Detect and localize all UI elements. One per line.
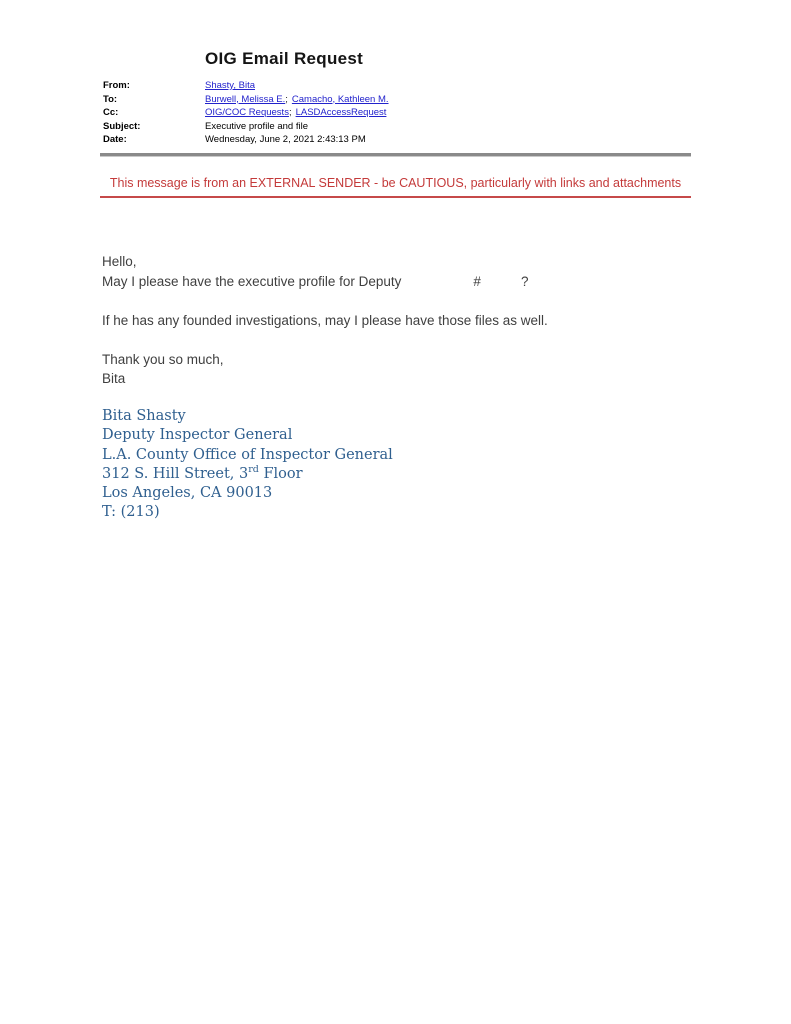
email-header — [103, 79, 389, 147]
from-label: From: — [103, 80, 130, 91]
body-greeting: Hello, — [102, 254, 137, 269]
from-link[interactable]: Shasty, Bita — [205, 80, 255, 91]
address-prefix: 312 S. Hill Street, 3 — [102, 465, 249, 482]
header-row-cc — [103, 106, 389, 120]
header-row-from — [103, 79, 389, 93]
header-row-to — [103, 93, 389, 107]
from-value — [205, 79, 255, 93]
date-label: Date: — [103, 134, 127, 146]
header-divider-rule — [100, 153, 691, 157]
subject-value: Executive profile and file — [205, 120, 308, 132]
to-link-2[interactable]: Camacho, Kathleen M. — [291, 93, 389, 105]
blank-line — [102, 330, 548, 350]
request-question-mark: ? — [520, 273, 529, 289]
address-suffix: Floor — [258, 465, 303, 482]
page-title: OIG Email Request — [205, 49, 364, 68]
body-closing: Thank you so much, — [102, 351, 224, 367]
cc-link-1[interactable]: OIG/COC Requests — [205, 107, 289, 119]
cc-separator: ; — [288, 107, 292, 119]
blank-line — [102, 291, 548, 311]
external-sender-banner: This message is from an EXTERNAL SENDER - be CAUTIOUS, particularly with links and attachments — [100, 176, 691, 198]
body-request-line — [102, 272, 548, 292]
subject-label: Subject: — [103, 120, 141, 132]
signature-block — [102, 407, 393, 523]
request-hash: # — [473, 273, 481, 289]
signature-name: Bita Shasty — [102, 408, 186, 424]
signature-job-title: Deputy Inspector General — [102, 427, 293, 444]
to-link-1[interactable]: Burwell, Melissa E. — [205, 93, 286, 105]
header-row-date — [103, 133, 389, 147]
signature-phone: T: (213) — [102, 504, 160, 521]
to-label: To: — [103, 93, 118, 105]
cc-link-2[interactable]: LASDAccessRequest — [295, 107, 387, 119]
cc-label: Cc: — [103, 107, 119, 119]
cc-value — [205, 106, 386, 120]
body-signoff: Bita — [102, 371, 126, 386]
signature-address — [102, 465, 393, 484]
header-row-subject — [103, 120, 389, 134]
address-ordinal: rd — [248, 464, 259, 476]
signature-org: L.A. County Office of Inspector General — [102, 446, 393, 463]
request-text: May I please have the executive profile for Deputy — [102, 273, 402, 289]
email-body — [102, 252, 548, 389]
to-separator: ; — [285, 93, 288, 105]
signature-city: Los Angeles, CA 90013 — [102, 485, 273, 502]
body-paragraph-2: If he has any founded investigations, may I please have those files as well. — [102, 312, 548, 328]
date-value: Wednesday, June 2, 2021 2:43:13 PM — [205, 134, 366, 146]
to-value — [205, 93, 389, 107]
